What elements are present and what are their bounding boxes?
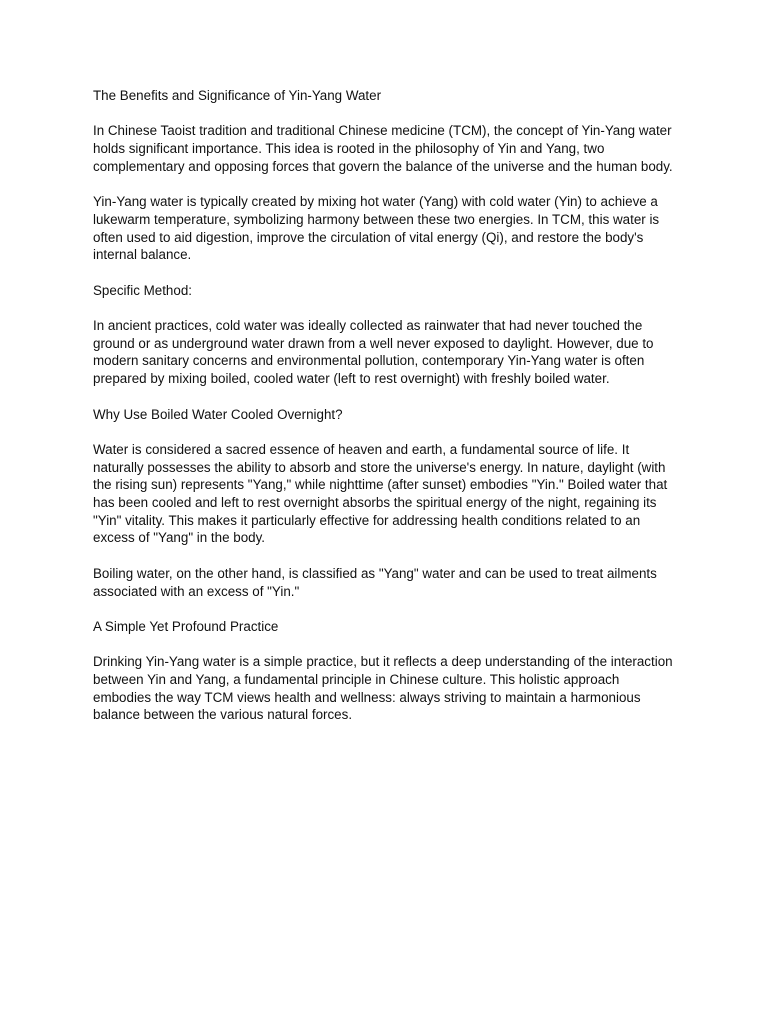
paragraph-boiling-water: Boiling water, on the other hand, is classified as "Yang" water and can be used to treat ailments associated with an excess of "Yin."	[93, 565, 657, 599]
paragraph-preparation: Yin-Yang water is typically created by mixing hot water (Yang) with cold water (Yin) to achieve a lukewarm temperature, symbolizing harmony between these two energies. In TCM, this water is often used to aid digestion, improve the circulation of vital energy (Qi), and restore the body's internal balance.	[93, 194, 660, 263]
heading-why-boiled-water: Why Use Boiled Water Cooled Overnight?	[93, 406, 343, 422]
document-title: The Benefits and Significance of Yin-Yang Water	[93, 88, 382, 103]
paragraph-conclusion: Drinking Yin-Yang water is a simple practice, but it reflects a deep understanding of the interaction between Yin and Yang, a fundamental principle in Chinese culture. This holistic approach embodies the way TCM views health and wellness: always striving to maintain a harmonious balance between the various natural forces.	[93, 654, 673, 723]
paragraph-ancient-practices: In ancient practices, cold water was ideally collected as rainwater that had never touched the ground or as underground water drawn from a well never exposed to daylight. However, due to modern sanitary concerns and environmental pollution, contemporary Yin-Yang water is often prepared by mixing boiled, cooled water (left to rest overnight) with freshly boiled water.	[93, 318, 654, 387]
paragraph-intro: In Chinese Taoist tradition and traditional Chinese medicine (TCM), the concept of Yin-Yang water holds significant importance. This idea is rooted in the philosophy of Yin and Yang, two complementary and opposing forces that govern the balance of the universe and the human body.	[93, 123, 673, 174]
paragraph-water-essence: Water is considered a sacred essence of heaven and earth, a fundamental source of life. It naturally possesses the ability to absorb and store the universe's energy. In nature, daylight (with the rising sun) represents "Yang," while nighttime (after sunset) embodies "Yin." Boiled water that has been cooled and left to rest overnight absorbs the spiritual energy of the night, regaining its "Yin" vitality. This makes it particularly effective for addressing health conditions related to an excess of "Yang" in the body.	[93, 441, 668, 546]
heading-simple-practice: A Simple Yet Profound Practice	[93, 618, 279, 634]
heading-specific-method: Specific Method:	[93, 282, 192, 298]
document-body	[93, 87, 678, 724]
